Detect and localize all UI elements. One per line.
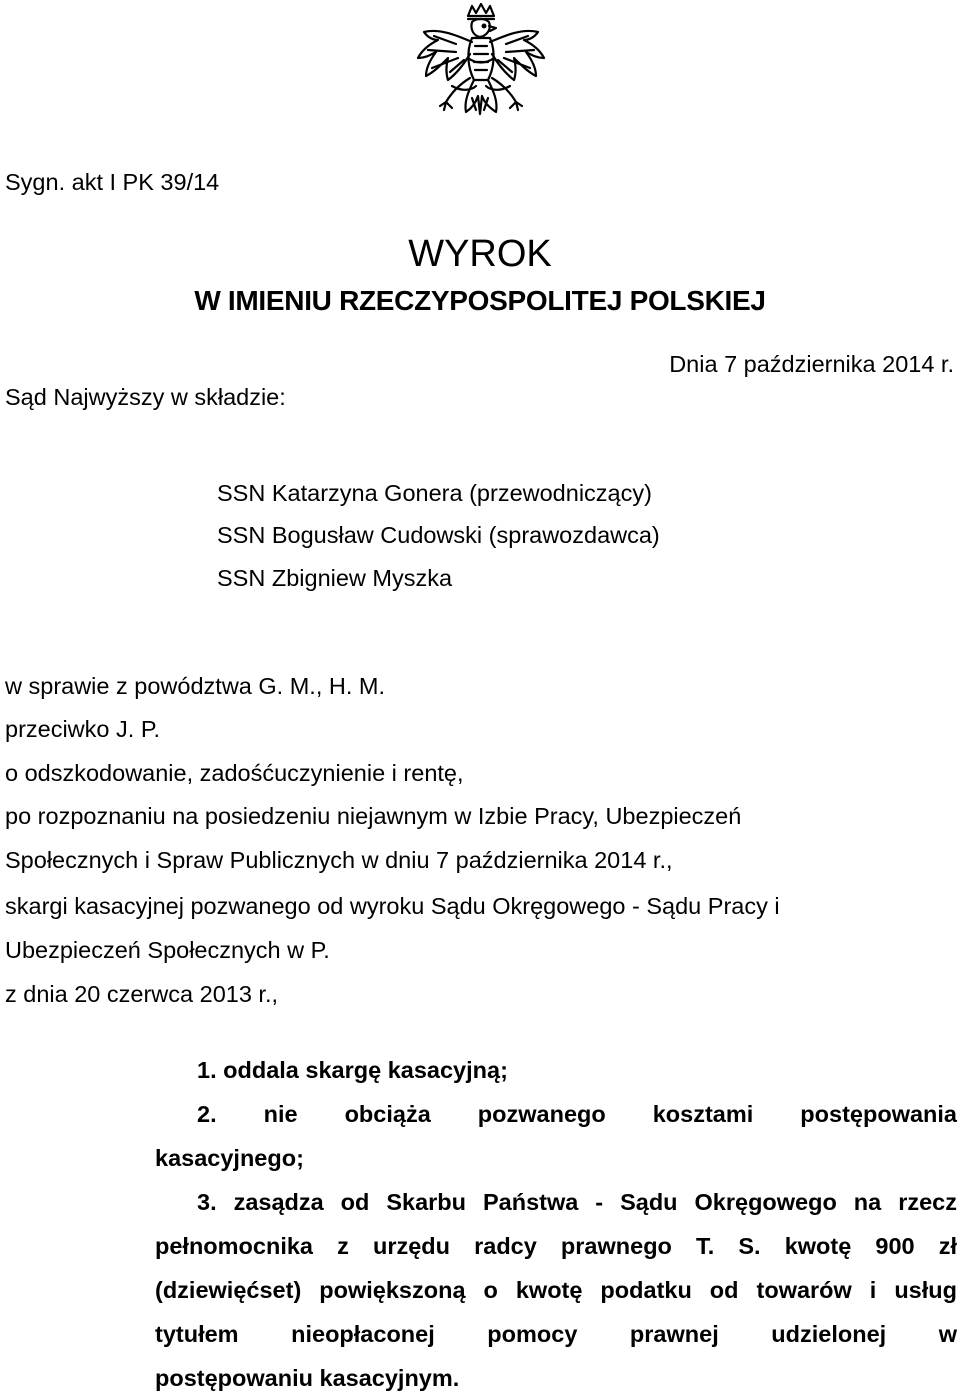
- ruling-line: 2. nie obciąża pozwanego kosztami postępowania: [197, 1101, 957, 1127]
- ruling-line: tytułem nieopłaconej pomocy prawnej udzielonej w: [155, 1321, 957, 1347]
- case-line: z dnia 20 czerwca 2013 r.,: [5, 981, 279, 1007]
- case-reference: Sygn. akt I PK 39/14: [5, 169, 220, 195]
- ruling-line: postępowaniu kasacyjnym.: [155, 1365, 460, 1391]
- polish-eagle-emblem: [412, 2, 550, 136]
- document-title: WYROK: [408, 233, 552, 275]
- case-line: Ubezpieczeń Społecznych w P.: [5, 937, 330, 963]
- judge-item: SSN Zbigniew Myszka: [217, 565, 453, 591]
- case-line: po rozpoznaniu na posiedzeniu niejawnym w Izbie Pracy, Ubezpieczeń: [5, 803, 742, 829]
- ruling-line: pełnomocnika z urzędu radcy prawnego T. S. kwotę 900 zł: [155, 1233, 957, 1259]
- case-line: przeciwko J. P.: [5, 716, 160, 742]
- document-subtitle: W IMIENIU RZECZYPOSPOLITEJ POLSKIEJ: [194, 285, 766, 316]
- court-composition-label: Sąd Najwyższy w składzie:: [5, 384, 286, 410]
- case-line: w sprawie z powództwa G. M., H. M.: [5, 673, 386, 699]
- judge-item: SSN Katarzyna Gonera (przewodniczący): [217, 480, 652, 506]
- ruling-line: (dziewięćset) powiększoną o kwotę podatku od towarów i usług: [155, 1277, 957, 1303]
- case-line: skargi kasacyjnej pozwanego od wyroku Sądu Okręgowego - Sądu Pracy i: [5, 893, 780, 919]
- ruling-line: 3. zasądza od Skarbu Państwa - Sądu Okręgowego na rzecz: [197, 1189, 957, 1215]
- judgment-date: Dnia 7 października 2014 r.: [669, 351, 954, 377]
- judge-item: SSN Bogusław Cudowski (sprawozdawca): [217, 522, 660, 548]
- ruling-line: kasacyjnego;: [155, 1145, 304, 1171]
- case-line: Społecznych i Spraw Publicznych w dniu 7 października 2014 r.,: [5, 847, 673, 873]
- ruling-line: 1. oddala skargę kasacyjną;: [197, 1057, 508, 1083]
- case-line: o odszkodowanie, zadośćuczynienie i rentę,: [5, 760, 464, 786]
